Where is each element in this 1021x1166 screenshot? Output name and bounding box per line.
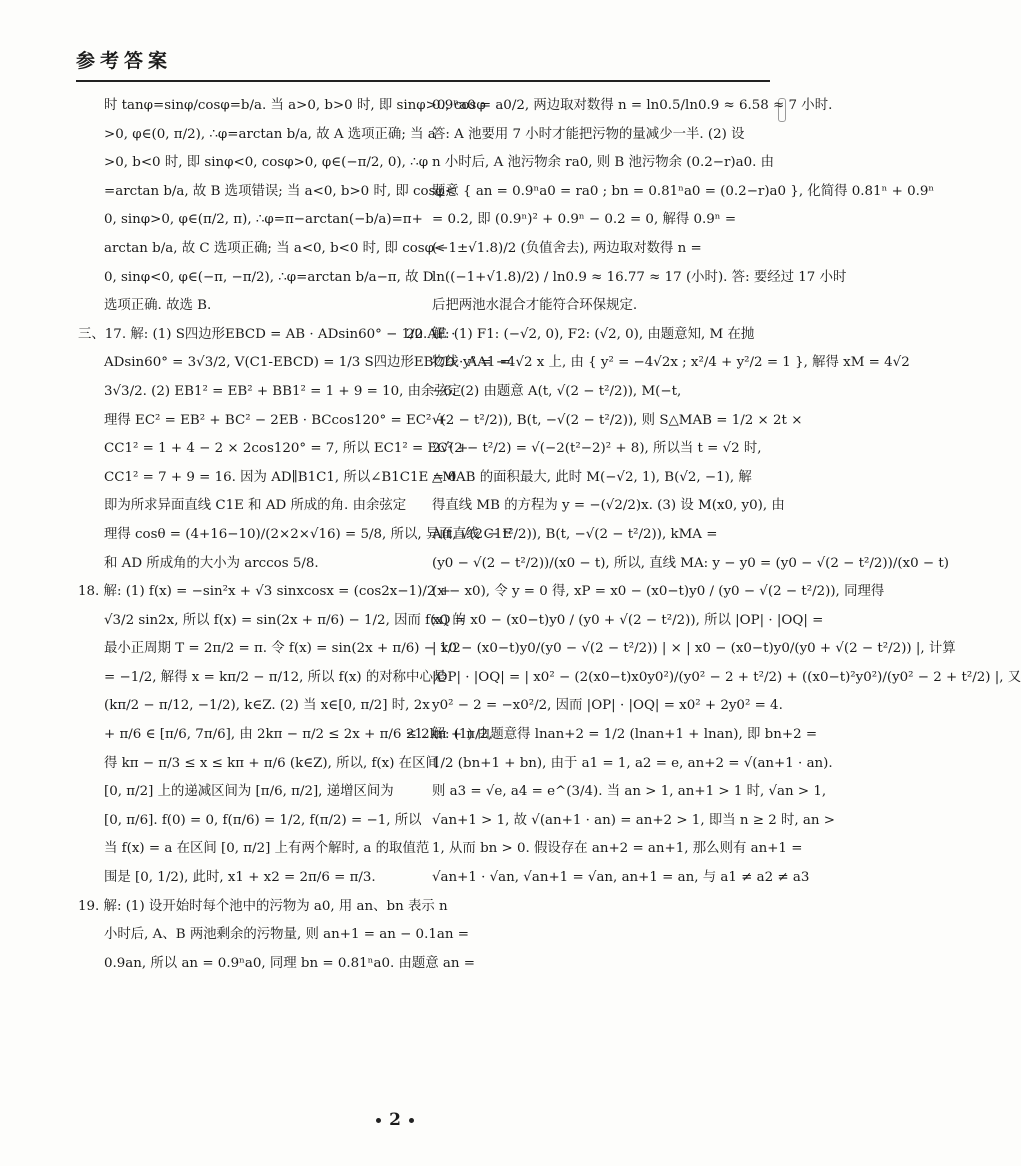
text-line: |OP| · |OQ| = | x0² − (2(x0−t)x0y0²)/(y0² − 2 + t²/2) + ((x0−t)²y0²)/(y0² − 2 + t²/2) |, 又 xyxy=(432,669,1021,685)
text-line: △MAB 的面积最大, 此时 M(−√2, 1), B(√2, −1), 解 xyxy=(432,469,752,485)
text-line: 1, 从而 bn > 0. 假设存在 an+2 = an+1, 那么则有 an+1 = xyxy=(432,841,803,857)
text-line: 则 a3 = √e, a4 = e^(3/4). 当 an > 1, an+1 > 1 时, √an > 1, xyxy=(432,784,827,800)
text-line: 题意 { an = 0.9ⁿa0 = ra0 ; bn = 0.81ⁿa0 = (0.2−r)a0 }, 化简得 0.81ⁿ + 0.9ⁿ xyxy=(432,183,935,199)
page-number-text: 2 xyxy=(389,1110,401,1130)
page-number xyxy=(0,1110,790,1130)
text-line: | x0 − (x0−t)y0/(y0 − √(2 − t²/2)) | × | x0 − (x0−t)y0/(y0 + √(2 − t²/2)) |, 计算 xyxy=(432,641,956,657)
text-line: 选项正确. 故选 B. xyxy=(104,298,212,314)
text-line: y0² − 2 = −x0²/2, 因而 |OP| · |OQ| = x0² + 2y0² = 4. xyxy=(432,698,783,714)
text-line: ln((−1+√1.8)/2) / ln0.9 ≈ 16.77 ≈ 17 (小时). 答: 要经过 17 小时 xyxy=(432,269,847,285)
text-line: 2√(2 − t²/2) = √(−2(t²−2)² + 8), 所以当 t = √2 时, xyxy=(432,441,762,457)
text-line: (y0 − √(2 − t²/2))/(x0 − t), 所以, 直线 MA: y − y0 = (y0 − √(2 − t²/2))/(x0 − t) xyxy=(432,555,949,571)
text-line: 18. 解: (1) f(x) = −sin²x + √3 sinxcosx = (cos2x−1)/2 + xyxy=(78,584,451,600)
text-line: 得 kπ − π/3 ≤ x ≤ kπ + π/6 (k∈Z), 所以, f(x) 在区间 xyxy=(104,755,439,771)
text-line: 小时后, A、B 两池剩余的污物量, 则 an+1 = an − 0.1an = xyxy=(104,927,469,943)
text-line: + π/6 ∈ [π/6, 7π/6], 由 2kπ − π/2 ≤ 2x + π/6 ≤ 2kπ + π/2, xyxy=(104,727,493,743)
text-line: =arctan b/a, 故 B 选项错误; 当 a<0, b>0 时, 即 cosφ< xyxy=(104,183,457,199)
text-line: 物线 y² = −4√2 x 上, 由 { y² = −4√2x ; x²/4 + y²/2 = 1 }, 解得 xM = 4√2 xyxy=(432,355,910,371)
text-line: 3√3/2. (2) EB1² = EB² + BB1² = 1 + 9 = 10, 由余弦定 xyxy=(104,383,462,399)
text-line: [0, π/6]. f(0) = 0, f(π/6) = 1/2, f(π/2) = −1, 所以 xyxy=(104,812,422,828)
text-line: A(t, √(2 − t²/2)), B(t, −√(2 − t²/2)), kMA = xyxy=(432,526,718,542)
page-header-title: 参考答案 xyxy=(76,50,173,72)
text-line: 后把两池水混合才能符合环保规定. xyxy=(432,298,638,314)
text-line: [0, π/2] 上的递减区间为 [π/6, π/2], 递增区间为 xyxy=(104,784,394,800)
text-line: 和 AD 所成角的大小为 arccos 5/8. xyxy=(104,555,319,571)
text-line: 0.9an, 所以 an = 0.9ⁿa0, 同理 bn = 0.81ⁿa0. 由题意 an = xyxy=(104,955,476,971)
text-line: 理得 cosθ = (4+16−10)/(2×2×√16) = 5/8, 所以, 异面直线 C1E xyxy=(104,526,513,542)
text-line: √(2 − t²/2)), B(t, −√(2 − t²/2)), 则 S△MAB = 1/2 × 2t × xyxy=(432,412,803,428)
text-line: xQ = x0 − (x0−t)y0 / (y0 + √(2 − t²/2)), 所以 |OP| · |OQ| = xyxy=(432,612,824,628)
text-line: >0, b<0 时, 即 sinφ<0, cosφ>0, φ∈(−π/2, 0), ∴φ xyxy=(104,155,429,171)
text-line: >0, φ∈(0, π/2), ∴φ=arctan b/a, 故 A 选项正确; 当 a xyxy=(104,126,436,142)
text-line: CC1² = 1 + 4 − 2 × 2cos120° = 7, 所以 EC1² = EC² + xyxy=(104,441,469,457)
header-rule xyxy=(76,80,770,82)
left-column xyxy=(78,92,513,978)
text-line: CC1² = 7 + 9 = 16. 因为 AD∥B1C1, 所以∠B1C1E = θ xyxy=(104,469,457,485)
text-line: 答: A 池要用 7 小时才能把污物的量减少一半. (2) 设 xyxy=(432,126,745,142)
text-line: (kπ/2 − π/12, −1/2), k∈Z. (2) 当 x∈[0, π/2] 时, 2x xyxy=(104,698,430,714)
text-line: (x − x0), 令 y = 0 得, xP = x0 − (x0−t)y0 / (y0 − √(2 − t²/2)), 同理得 xyxy=(432,584,885,600)
text-line: √an+1 · √an, √an+1 = √an, an+1 = an, 与 a1 ≠ a2 ≠ a3 xyxy=(432,870,810,886)
text-line: 0.9ⁿa0 = a0/2, 两边取对数得 n = ln0.5/ln0.9 ≈ 6.58 ≈ 7 小时. xyxy=(432,98,833,113)
text-line: = 0.2, 即 (0.9ⁿ)² + 0.9ⁿ − 0.2 = 0, 解得 0.9ⁿ = xyxy=(432,212,737,228)
text-line: 1/2 (bn+1 + bn), 由于 a1 = 1, a2 = e, an+2 = √(an+1 · an). xyxy=(432,755,833,771)
text-line: √3/2 sin2x, 所以 f(x) = sin(2x + π/6) − 1/2, 因而 f(x) 的 xyxy=(104,612,466,628)
text-line: 得直线 MB 的方程为 y = −(√2/2)x. (3) 设 M(x0, y0), 由 xyxy=(432,498,785,514)
text-line: = −1/2, 解得 x = kπ/2 − π/12, 所以 f(x) 的对称中心是 xyxy=(104,669,447,685)
text-line: 即为所求异面直线 C1E 和 AD 所成的角. 由余弦定 xyxy=(104,498,407,514)
text-line: 19. 解: (1) 设开始时每个池中的污物为 a0, 用 an、bn 表示 n xyxy=(78,898,448,914)
text-line: 最小正周期 T = 2π/2 = π. 令 f(x) = sin(2x + π/6) − 1/2 xyxy=(104,641,461,657)
text-line: 0, sinφ<0, φ∈(−π, −π/2), ∴φ=arctan b/a−π, 故 D xyxy=(104,269,434,285)
text-line: 20. 解: (1) F1: (−√2, 0), F2: (√2, 0), 由题意知, M 在抛 xyxy=(406,326,755,342)
text-line: arctan b/a, 故 C 选项正确; 当 a<0, b<0 时, 即 cosφ< xyxy=(104,240,446,256)
text-line: n 小时后, A 池污物余 ra0, 则 B 池污物余 (0.2−r)a0. 由 xyxy=(432,155,775,171)
text-line: −6. (2) 由题意 A(t, √(2 − t²/2)), M(−t, xyxy=(432,383,682,399)
text-line: 围是 [0, 1/2), 此时, x1 + x2 = 2π/6 = π/3. xyxy=(104,870,376,886)
page-dot-left xyxy=(376,1118,381,1123)
right-column xyxy=(406,92,1021,893)
text-line: (−1±√1.8)/2 (负值舍去), 两边取对数得 n = xyxy=(432,240,702,256)
text-line: 0, sinφ>0, φ∈(π/2, π), ∴φ=π−arctan(−b/a)=π+ xyxy=(104,212,423,228)
text-line: 时 tanφ=sinφ/cosφ=b/a. 当 a>0, b>0 时, 即 sinφ>0, cosφ xyxy=(104,98,486,113)
page-dot-right xyxy=(409,1118,414,1123)
text-line: 三、17. 解: (1) S四边形EBCD = AB · ADsin60° − 1/2 AE · xyxy=(78,326,456,342)
text-line: ADsin60° = 3√3/2, V(C1-EBCD) = 1/3 S四边形EBCD · AA1 = xyxy=(104,355,511,371)
text-line: √an+1 > 1, 故 √(an+1 · an) = an+2 > 1, 即当 n ≥ 2 时, an > xyxy=(432,812,836,828)
text-line: 当 f(x) = a 在区间 [0, π/2] 上有两个解时, a 的取值范 xyxy=(104,841,430,857)
text-line: 理得 EC² = EB² + BC² − 2EB · BCcos120° = EC² + xyxy=(104,412,447,428)
text-line: 21. 解: (1) 由题意得 lnan+2 = 1/2 (lnan+1 + lnan), 即 bn+2 = xyxy=(406,727,818,743)
